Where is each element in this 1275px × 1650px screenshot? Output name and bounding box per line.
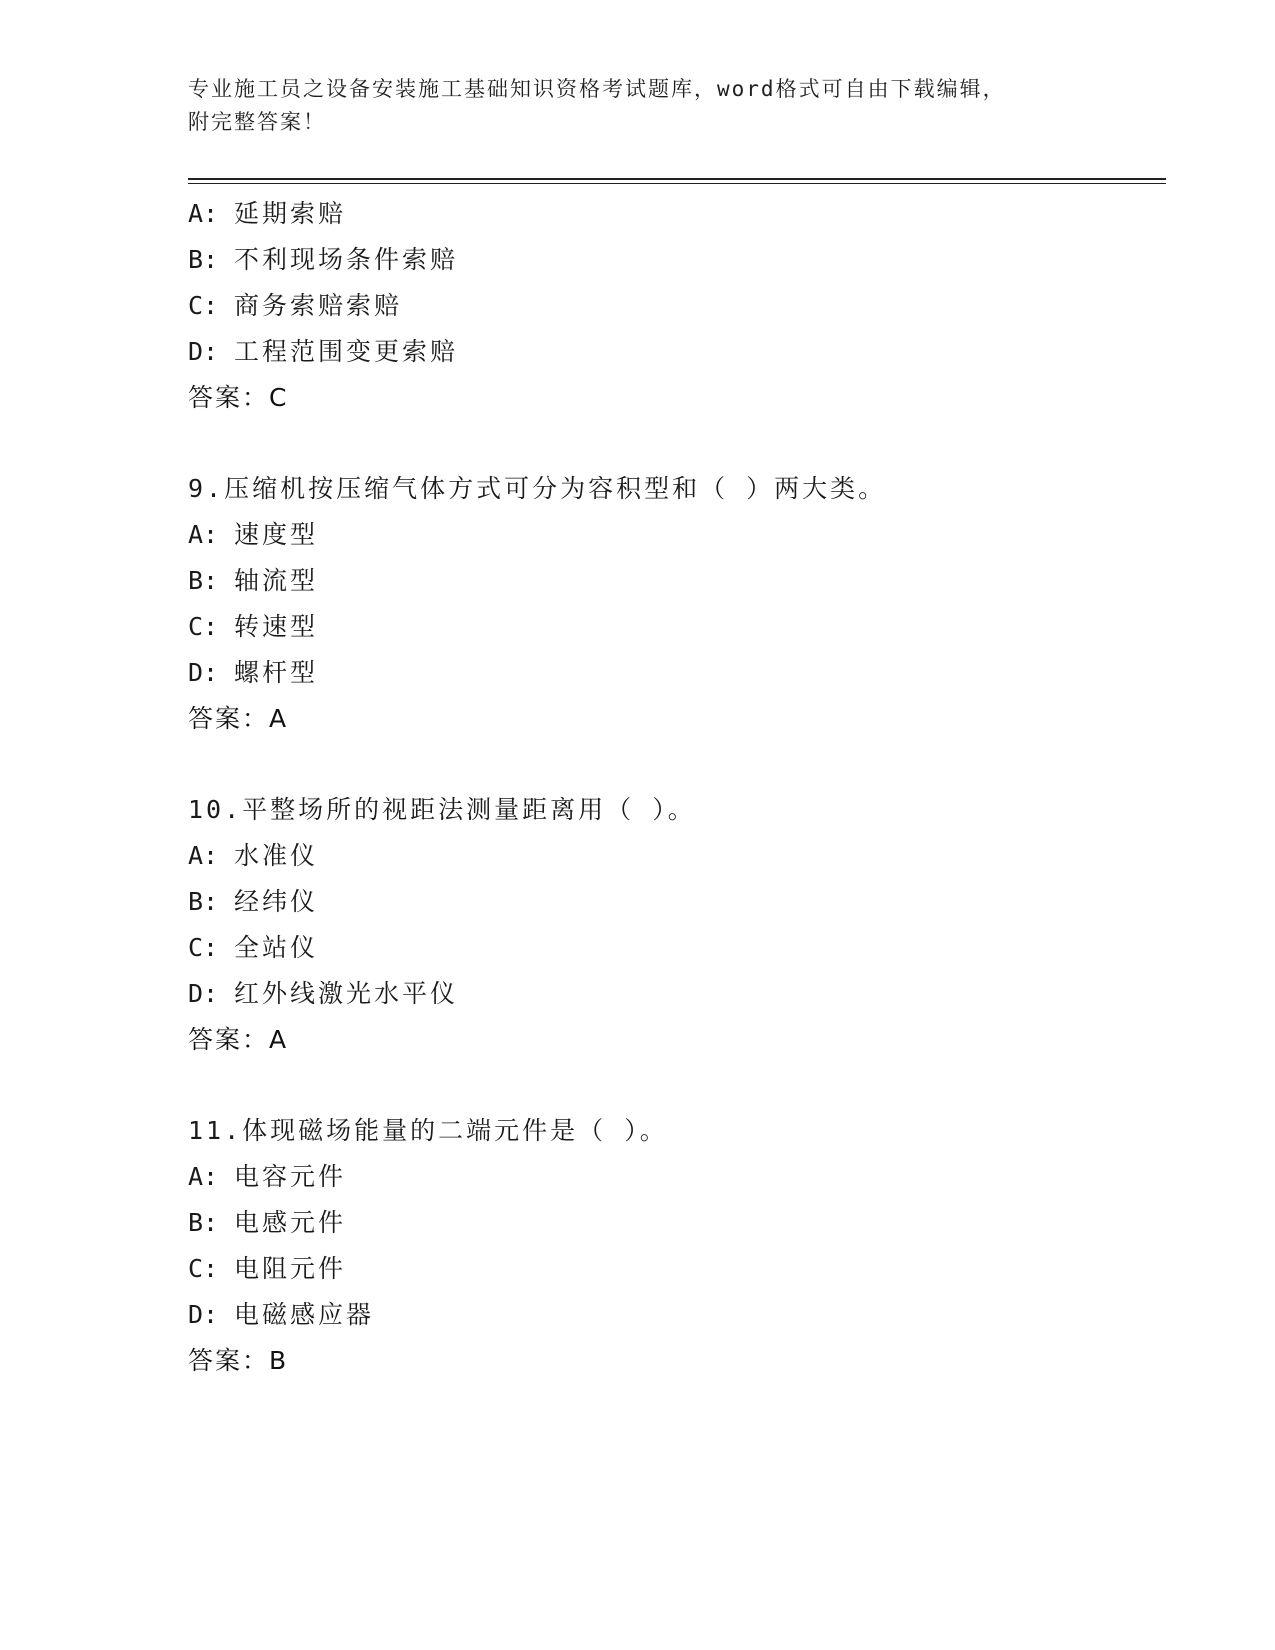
option-text: 电磁感应器: [234, 1300, 375, 1329]
option-text: 不利现场条件索赔: [234, 245, 459, 274]
option-letter: A:: [188, 520, 219, 549]
option-letter: C:: [188, 291, 219, 320]
option-letter: A:: [188, 1162, 219, 1191]
option-text: 电容元件: [234, 1162, 347, 1191]
header-line-1: 专业施工员之设备安装施工基础知识资格考试题库，word格式可自由下载编辑，: [188, 77, 1006, 101]
question-block-10: [188, 787, 1168, 1063]
option-b: [188, 1200, 1168, 1246]
option-text: 电阻元件: [234, 1254, 347, 1283]
option-letter: A:: [188, 841, 219, 870]
option-d: [188, 1292, 1168, 1338]
option-text: 轴流型: [234, 566, 319, 595]
option-letter: D:: [188, 337, 219, 366]
option-text: 经纬仪: [234, 887, 319, 916]
option-letter: D:: [188, 979, 219, 1008]
header-line-2: 附完整答案！: [188, 110, 326, 134]
option-a: [188, 191, 1168, 237]
option-text: 工程范围变更索赔: [234, 337, 459, 366]
option-text: 水准仪: [234, 841, 319, 870]
option-letter: C:: [188, 1254, 219, 1283]
option-letter: B:: [188, 566, 219, 595]
option-letter: C:: [188, 933, 219, 962]
option-letter: B:: [188, 245, 219, 274]
option-c: [188, 604, 1168, 650]
option-a: [188, 833, 1168, 879]
option-d: [188, 329, 1168, 375]
option-text: 红外线激光水平仪: [234, 979, 459, 1008]
answer-line: 答案：B: [188, 1346, 289, 1375]
header-rule-thin: [188, 183, 1166, 184]
option-text: 螺杆型: [234, 658, 319, 687]
option-letter: B:: [188, 1208, 219, 1237]
option-letter: A:: [188, 199, 219, 228]
option-text: 商务索赔索赔: [234, 291, 403, 320]
option-letter: C:: [188, 612, 219, 641]
option-letter: D:: [188, 1300, 219, 1329]
option-c: [188, 1246, 1168, 1292]
option-text: 速度型: [234, 520, 319, 549]
option-text: 转速型: [234, 612, 319, 641]
option-a: [188, 512, 1168, 558]
option-letter: D:: [188, 658, 219, 687]
option-letter: B:: [188, 887, 219, 916]
answer-line: 答案：A: [188, 1025, 289, 1054]
option-b: [188, 879, 1168, 925]
question-block-8: [188, 191, 1168, 421]
answer-line: 答案：A: [188, 704, 289, 733]
question-block-11: [188, 1108, 1168, 1384]
option-c: [188, 283, 1168, 329]
option-a: [188, 1154, 1168, 1200]
option-b: [188, 237, 1168, 283]
answer-line: 答案：C: [188, 383, 289, 412]
question-text: 9.压缩机按压缩气体方式可分为容积型和（ ）两大类。: [188, 474, 887, 503]
option-b: [188, 558, 1168, 604]
option-c: [188, 925, 1168, 971]
question-text: 10.平整场所的视距法测量距离用（ ）。: [188, 795, 696, 824]
document-header: [188, 73, 1088, 139]
question-block-9: [188, 466, 1168, 742]
question-text: 11.体现磁场能量的二端元件是（ ）。: [188, 1116, 668, 1145]
question-list: [188, 191, 1168, 1384]
option-text: 延期索赔: [234, 199, 347, 228]
option-d: [188, 650, 1168, 696]
header-rule-thick: [188, 178, 1166, 180]
option-text: 全站仪: [234, 933, 319, 962]
option-d: [188, 971, 1168, 1017]
option-text: 电感元件: [234, 1208, 347, 1237]
